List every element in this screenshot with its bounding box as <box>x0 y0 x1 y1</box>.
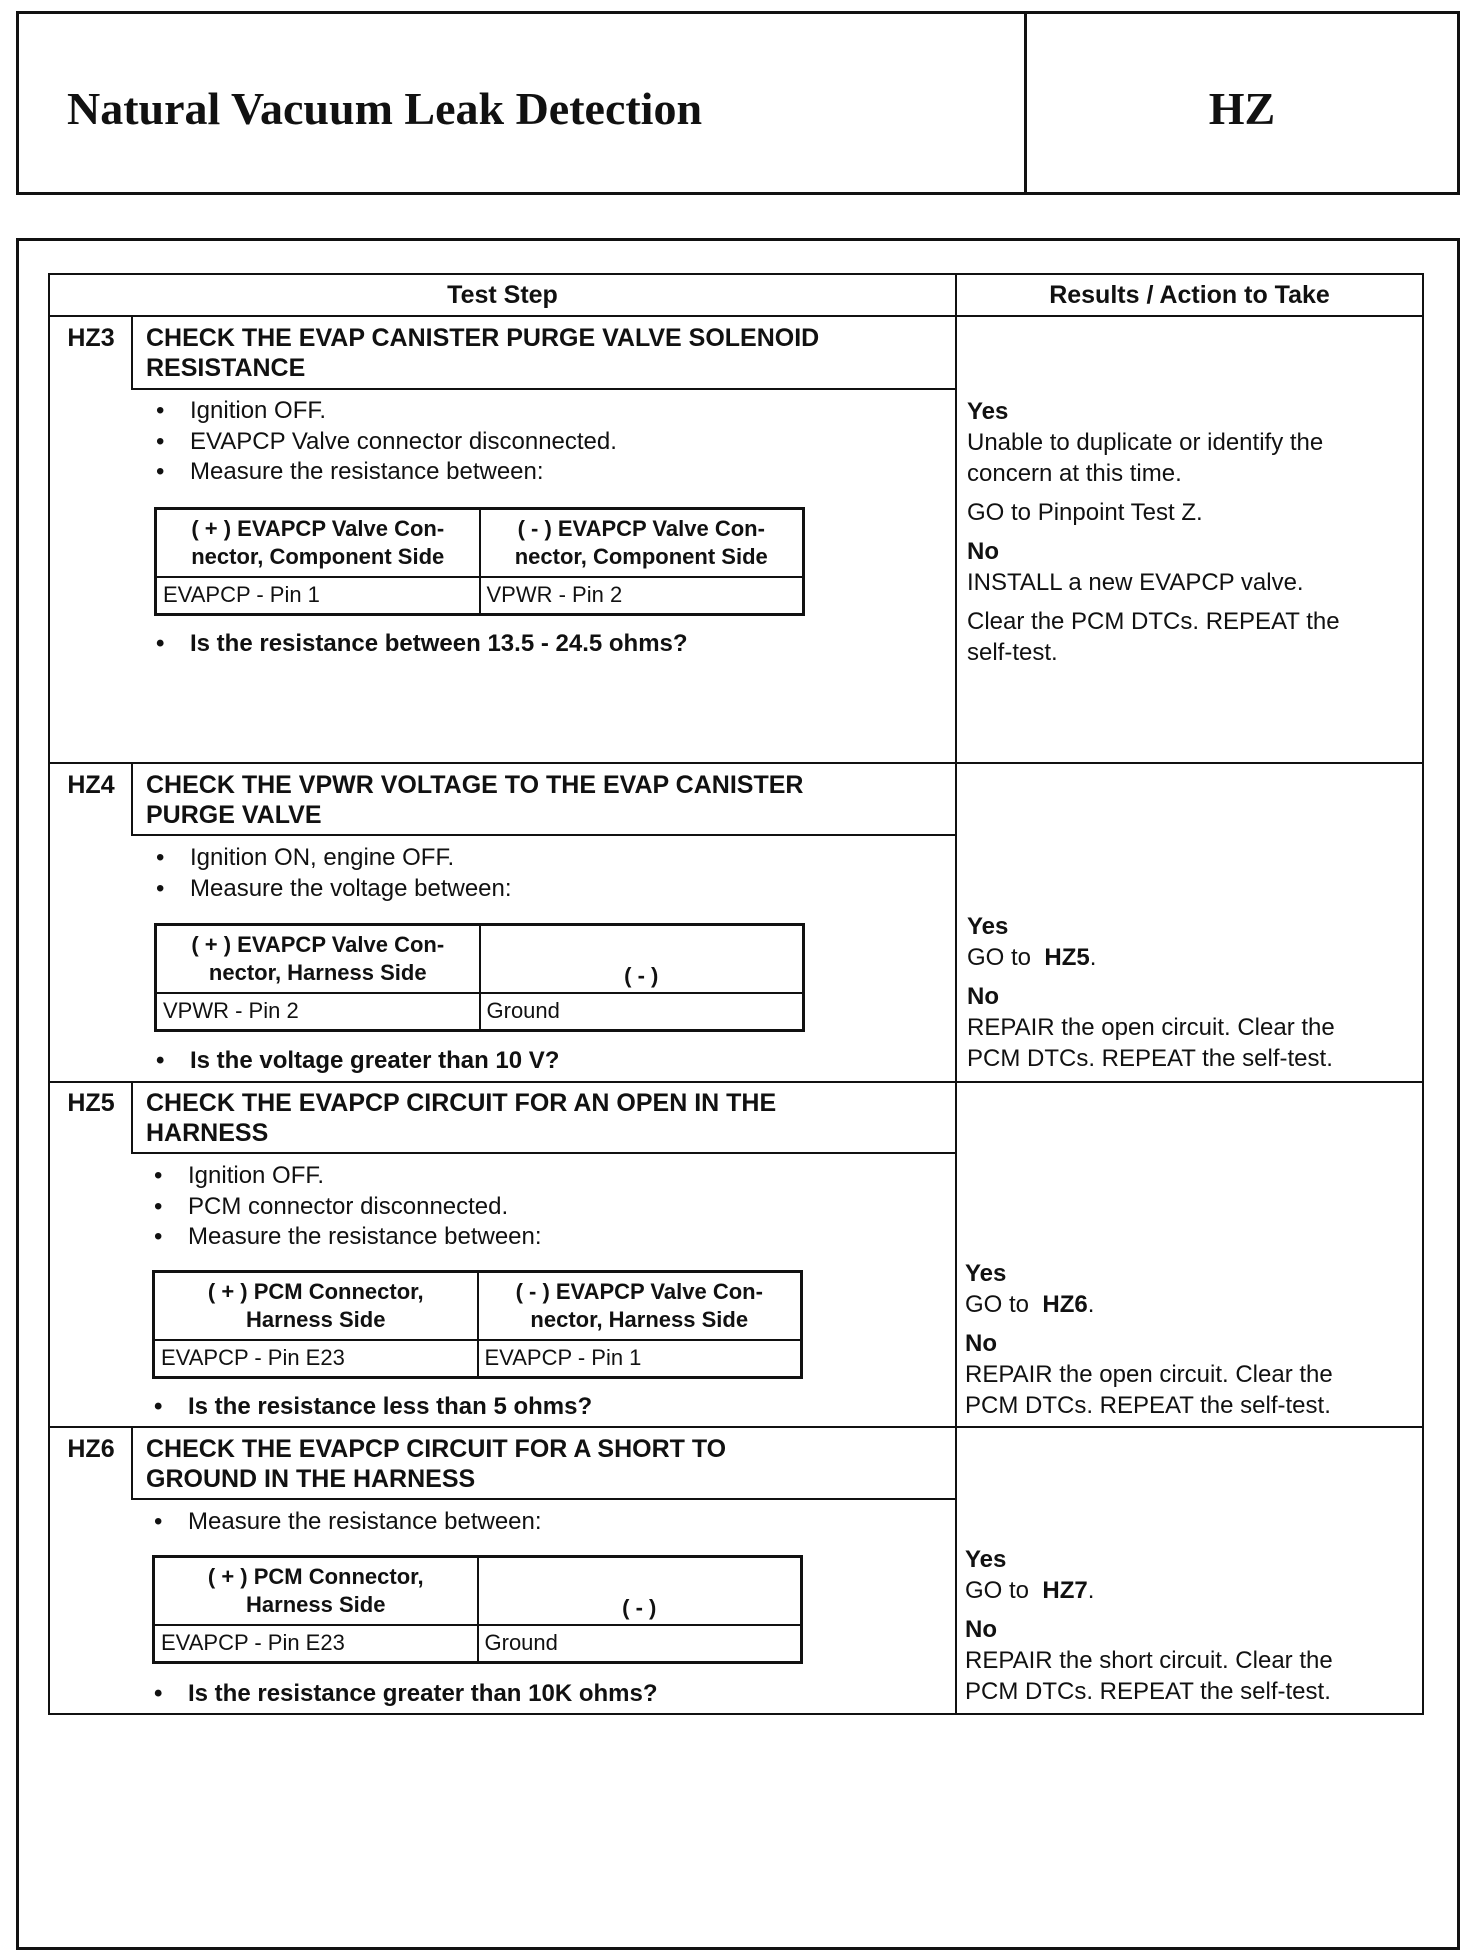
instruction-item: • EVAPCP Valve connector disconnected. <box>146 427 617 458</box>
instruction-item: • Ignition ON, engine OFF. <box>146 843 512 874</box>
meas-header-positive: ( + ) EVAPCP Valve Con- nector, Harness Side <box>156 925 480 993</box>
step-question: • Is the voltage greater than 10 V? <box>146 1047 559 1075</box>
column-header-test-step: Test Step <box>447 281 558 309</box>
step-question: • Is the resistance greater than 10K ohms? <box>144 1680 658 1708</box>
step-instructions <box>144 1507 542 1538</box>
yes-label: Yes <box>965 1260 1007 1287</box>
instruction-item: • Measure the resistance between: <box>144 1222 542 1253</box>
step-id: HZ3 <box>67 324 115 352</box>
meas-header-positive: ( + ) EVAPCP Valve Con- nector, Component Side <box>156 509 480 577</box>
instruction-item: • Ignition OFF. <box>144 1161 542 1192</box>
step-title: CHECK THE EVAP CANISTER PURGE VALVE SOLENOID RESISTANCE <box>146 324 820 382</box>
step-instructions <box>144 1161 542 1253</box>
instruction-item: • Measure the resistance between: <box>144 1507 542 1538</box>
measurement-table <box>154 507 805 616</box>
meas-header-positive: ( + ) PCM Connector, Harness Side <box>154 1272 478 1340</box>
step-result: Yes GO to HZ7. No REPAIR the short circuit. Clear the PCM DTCs. REPEAT the self-test. <box>965 1544 1420 1707</box>
step-result: Yes Unable to duplicate or identify the concern at this time. GO to Pinpoint Test Z. No INSTALL a new EVAPCP valve. Clear the PCM DTCs. REPEAT the self-test. <box>967 396 1422 668</box>
section-code: HZ <box>1208 83 1276 134</box>
instruction-item: • Ignition OFF. <box>146 396 617 427</box>
no-label: No <box>965 1330 997 1357</box>
page-header <box>16 11 1460 195</box>
step-id: HZ4 <box>67 771 115 799</box>
no-label: No <box>965 1616 997 1643</box>
step-question: • Is the resistance between 13.5 - 24.5 ohms? <box>146 630 688 658</box>
step-id: HZ6 <box>67 1435 115 1463</box>
step-instructions <box>146 843 512 904</box>
step-result: Yes GO to HZ5. No REPAIR the open circuit. Clear the PCM DTCs. REPEAT the self-test. <box>967 911 1422 1074</box>
yes-label: Yes <box>965 1546 1007 1573</box>
step-title: CHECK THE VPWR VOLTAGE TO THE EVAP CANISTER PURGE VALVE <box>146 771 804 829</box>
meas-value-positive: VPWR - Pin 2 <box>156 993 480 1031</box>
measurement-table <box>152 1270 803 1379</box>
meas-header-negative: ( - ) EVAPCP Valve Con- nector, Harness Side <box>478 1272 802 1340</box>
step-title: CHECK THE EVAPCP CIRCUIT FOR A SHORT TO GROUND IN THE HARNESS <box>146 1435 727 1493</box>
meas-header-negative: ( - ) <box>480 925 804 993</box>
instruction-item: • PCM connector disconnected. <box>144 1192 542 1223</box>
measurement-table <box>152 1555 803 1664</box>
yes-label: Yes <box>967 398 1009 425</box>
meas-value-negative: EVAPCP - Pin 1 <box>478 1340 802 1378</box>
step-id: HZ5 <box>67 1089 115 1117</box>
meas-value-positive: EVAPCP - Pin E23 <box>154 1340 478 1378</box>
measurement-table <box>154 923 805 1032</box>
meas-header-negative: ( - ) EVAPCP Valve Con- nector, Component Side <box>480 509 804 577</box>
meas-value-negative: Ground <box>480 993 804 1031</box>
meas-value-positive: EVAPCP - Pin E23 <box>154 1625 478 1663</box>
meas-header-negative: ( - ) <box>478 1557 802 1625</box>
no-label: No <box>967 538 999 565</box>
step-question: • Is the resistance less than 5 ohms? <box>144 1393 592 1421</box>
step-title: CHECK THE EVAPCP CIRCUIT FOR AN OPEN IN THE HARNESS <box>146 1089 777 1147</box>
meas-value-negative: VPWR - Pin 2 <box>480 577 804 615</box>
yes-label: Yes <box>967 913 1009 940</box>
go-target: HZ5 <box>1044 944 1090 971</box>
meas-header-positive: ( + ) PCM Connector, Harness Side <box>154 1557 478 1625</box>
no-label: No <box>967 983 999 1010</box>
go-target: HZ6 <box>1042 1291 1088 1318</box>
meas-value-positive: EVAPCP - Pin 1 <box>156 577 480 615</box>
step-result: Yes GO to HZ6. No REPAIR the open circuit. Clear the PCM DTCs. REPEAT the self-test. <box>965 1258 1420 1421</box>
step-instructions <box>146 396 617 488</box>
page-title: Natural Vacuum Leak Detection <box>67 83 703 134</box>
go-target: HZ7 <box>1042 1577 1088 1604</box>
instruction-item: • Measure the voltage between: <box>146 874 512 905</box>
column-header-results: Results / Action to Take <box>1049 281 1330 309</box>
meas-value-negative: Ground <box>478 1625 802 1663</box>
instruction-item: • Measure the resistance between: <box>146 457 617 488</box>
